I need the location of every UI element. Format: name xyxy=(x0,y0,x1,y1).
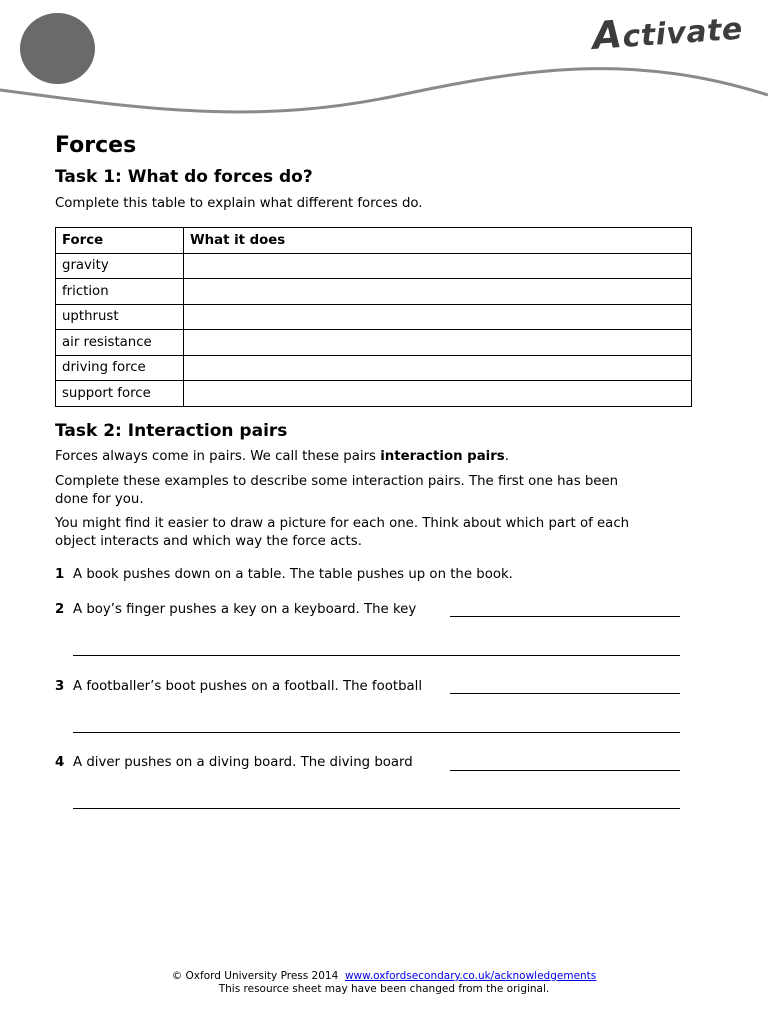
task2-heading: Task 2: Interaction pairs xyxy=(55,421,288,441)
copyright-text: © Oxford University Press 2014 xyxy=(171,970,339,982)
task2-intro: Forces always come in pairs. We call these pairs interaction pairs. xyxy=(55,449,509,464)
task1-heading: Task 1: What do forces do? xyxy=(55,167,313,187)
force-cell: support force xyxy=(56,381,184,407)
table-row xyxy=(56,355,692,381)
footer-line-1 xyxy=(0,970,768,983)
answer-line[interactable] xyxy=(450,693,680,694)
question-number: 3 xyxy=(55,679,65,694)
question-number: 2 xyxy=(55,602,65,617)
answer-line[interactable] xyxy=(450,616,680,617)
question-number: 1 xyxy=(55,567,65,582)
answer-cell[interactable] xyxy=(184,330,692,356)
question-2 xyxy=(55,602,695,622)
force-cell: upthrust xyxy=(56,304,184,330)
answer-cell[interactable] xyxy=(184,355,692,381)
answer-line[interactable] xyxy=(73,732,680,733)
force-cell: gravity xyxy=(56,253,184,279)
question-4 xyxy=(55,755,695,775)
forces-table xyxy=(55,227,692,407)
question-text: A footballer’s boot pushes on a football. The football xyxy=(73,679,423,694)
question-number: 4 xyxy=(55,755,65,770)
question-text: A boy’s finger pushes a key on a keyboard. The key xyxy=(73,602,417,617)
table-row xyxy=(56,253,692,279)
table-header-force: Force xyxy=(56,228,184,254)
answer-cell[interactable] xyxy=(184,381,692,407)
table-row xyxy=(56,381,692,407)
answer-cell[interactable] xyxy=(184,304,692,330)
interaction-pairs-term: interaction pairs xyxy=(380,449,505,464)
task2-paragraph-2: Complete these examples to describe some interaction pairs. The first one has been done for you. xyxy=(55,474,619,507)
table-row xyxy=(56,330,692,356)
answer-line[interactable] xyxy=(450,770,680,771)
answer-cell[interactable] xyxy=(184,253,692,279)
table-row xyxy=(56,279,692,305)
answer-line[interactable] xyxy=(73,655,680,656)
force-cell: air resistance xyxy=(56,330,184,356)
question-text: A diver pushes on a diving board. The diving board xyxy=(73,755,413,770)
answer-line[interactable] xyxy=(73,808,680,809)
task2-paragraph-3: You might find it easier to draw a picture for each one. Think about which part of each object interacts and which way the force acts. xyxy=(55,516,630,549)
footer-note: This resource sheet may have been changed from the original. xyxy=(218,982,550,995)
force-cell: driving force xyxy=(56,355,184,381)
table-header-row xyxy=(56,228,692,254)
table-row xyxy=(56,304,692,330)
page-title: Forces xyxy=(55,133,137,158)
page-footer xyxy=(0,970,768,995)
force-cell: friction xyxy=(56,279,184,305)
answer-cell[interactable] xyxy=(184,279,692,305)
question-text: A book pushes down on a table. The table pushes up on the book. xyxy=(73,567,513,582)
brand-logo: Activate xyxy=(590,11,744,59)
table-header-what-it-does: What it does xyxy=(184,228,692,254)
question-3 xyxy=(55,679,695,699)
question-1 xyxy=(55,567,695,587)
task1-instruction: Complete this table to explain what different forces do. xyxy=(55,196,423,211)
acknowledgements-link[interactable]: www.oxfordsecondary.co.uk/acknowledgements xyxy=(344,970,597,982)
